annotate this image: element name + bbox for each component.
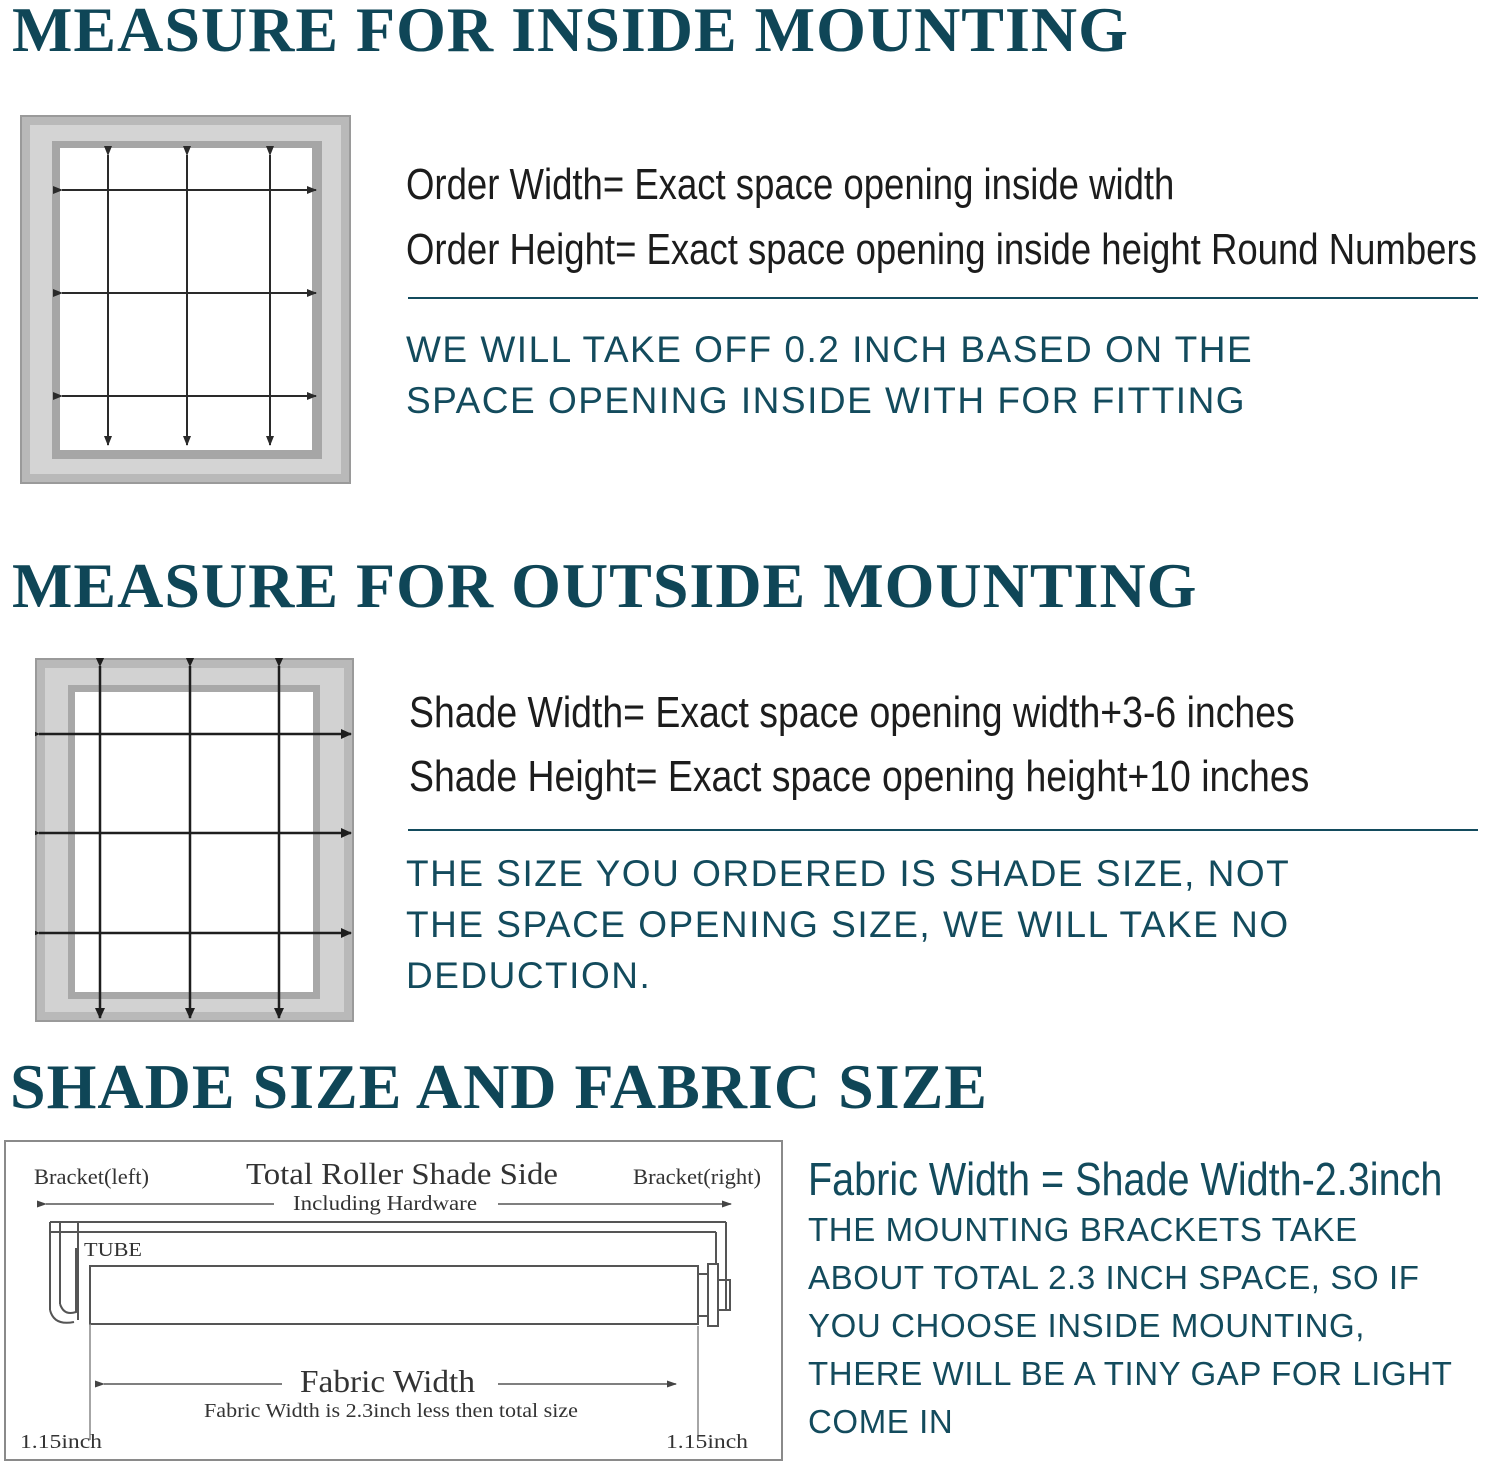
fabric-note-line-4: THERE WILL BE A TINY GAP FOR LIGHT <box>808 1355 1453 1392</box>
total-size-title: Total Roller Shade Side <box>246 1156 558 1191</box>
inside-mounting-heading: MEASURE FOR INSIDE MOUNTING <box>12 0 1129 65</box>
inside-note-line-1: WE WILL TAKE OFF 0.2 INCH BASED ON THE <box>406 329 1254 370</box>
fabric-width-formula: Fabric Width = Shade Width-2.3inch <box>808 1153 1443 1205</box>
right-gap-label: 1.15inch <box>666 1431 748 1453</box>
total-size-subtitle: Including Hardware <box>293 1191 477 1215</box>
fabric-width-title: Fabric Width <box>300 1363 475 1399</box>
inside-divider <box>408 297 1478 299</box>
left-gap-label: 1.15inch <box>20 1431 102 1453</box>
order-height-formula: Order Height= Exact space opening inside height Round Numbers <box>406 225 1477 274</box>
outside-mounting-heading: MEASURE FOR OUTSIDE MOUNTING <box>12 550 1198 621</box>
bracket-left-label: Bracket(left) <box>34 1164 149 1189</box>
tube-label: TUBE <box>84 1239 142 1261</box>
fabric-width-note: Fabric Width is 2.3inch less then total size <box>204 1400 579 1422</box>
inside-note-line-2: SPACE OPENING INSIDE WITH FOR FITTING <box>406 380 1247 421</box>
shade-width-formula: Shade Width= Exact space opening width+3-6 inches <box>409 688 1295 737</box>
bracket-right-label: Bracket(right) <box>633 1164 761 1189</box>
fabric-note-line-2: ABOUT TOTAL 2.3 INCH SPACE, SO IF <box>808 1259 1420 1296</box>
outside-divider <box>408 829 1478 831</box>
outside-window-diagram <box>35 658 355 1023</box>
fabric-note-line-5: COME IN <box>808 1403 954 1440</box>
fabric-note-line-3: YOU CHOOSE INSIDE MOUNTING, <box>808 1307 1366 1344</box>
outside-note-line-1: THE SIZE YOU ORDERED IS SHADE SIZE, NOT <box>406 853 1291 894</box>
inside-window-diagram <box>20 115 352 485</box>
fabric-size-heading: SHADE SIZE AND FABRIC SIZE <box>10 1051 988 1122</box>
roller-shade-diagram <box>4 1140 784 1462</box>
fabric-note-line-1: THE MOUNTING BRACKETS TAKE <box>808 1211 1358 1248</box>
outside-note-line-2: THE SPACE OPENING SIZE, WE WILL TAKE NO <box>406 904 1290 945</box>
order-width-formula: Order Width= Exact space opening inside width <box>406 160 1175 209</box>
shade-height-formula: Shade Height= Exact space opening height+10 inches <box>409 752 1310 801</box>
outside-note-line-3: DEDUCTION. <box>406 955 652 996</box>
